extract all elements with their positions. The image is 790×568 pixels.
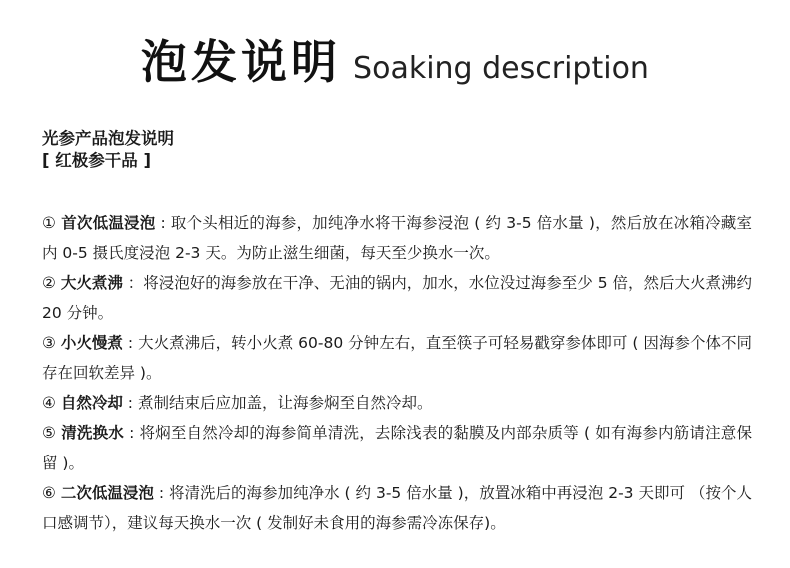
- step-number: ②: [42, 274, 56, 292]
- step-heading: 自然冷却: [60, 394, 123, 412]
- step-text: : 将清洗后的海参加纯净水 ( 约 3-5 倍水量 )，放置冰箱中再浸泡 2-3 天即可 （按个人口感调节），建议每天换水一次 ( 发制好未食用的海参需冷冻保存)。: [42, 484, 752, 532]
- step-text: : 煮制结束后应加盖，让海参焖至自然冷却。: [127, 394, 433, 412]
- step-5: [42, 418, 752, 478]
- step-number: ⑤: [42, 424, 57, 442]
- step-text: : 取个头相近的海参，加纯净水将干海参浸泡 ( 约 3-5 倍水量 )，然后放在冰箱冷藏室内 0-5 摄氏度浸泡 2-3 天。为防止滋生细菌，每天至少换水一次。: [42, 214, 752, 262]
- step-3: [42, 328, 752, 388]
- step-text: : 将焖至自然冷却的海参简单清洗，去除浅表的黏膜及内部杂质等 ( 如有海参内筋请注意保留 )。: [42, 424, 752, 472]
- step-4: [42, 388, 752, 418]
- step-6: [42, 478, 752, 538]
- product-label: [ 红极参干品 ]: [42, 151, 152, 170]
- instructions-section: [42, 128, 752, 538]
- step-1: [42, 208, 752, 268]
- steps-list: [42, 208, 752, 538]
- step-number: ④: [42, 394, 56, 412]
- step-number: ⑥: [42, 484, 56, 502]
- step-heading: 小火慢煮: [60, 334, 123, 352]
- title-chinese: 泡发说明: [141, 35, 342, 89]
- step-heading: 大火煮沸: [60, 274, 123, 292]
- step-heading: 清洗换水: [61, 424, 124, 442]
- step-text: : 大火煮沸后，转小火煮 60-80 分钟左右，直至筷子可轻易戳穿参体即可 ( 因海参个体不同存在回软差异 )。: [42, 334, 752, 382]
- title-english: Soaking description: [353, 51, 649, 86]
- step-heading: 二次低温浸泡: [60, 484, 154, 502]
- step-2: [42, 268, 752, 328]
- page-title: [0, 26, 790, 92]
- step-number: ③: [42, 334, 56, 352]
- step-text: ：将浸泡好的海参放在干净、无油的锅内，加水，水位没过海参至少 5 倍，然后大火煮沸约 20 分钟。: [42, 274, 753, 322]
- step-heading: 首次低温浸泡: [61, 214, 156, 232]
- section-subtitle: 光参产品泡发说明: [42, 129, 174, 148]
- step-number: ①: [42, 214, 57, 232]
